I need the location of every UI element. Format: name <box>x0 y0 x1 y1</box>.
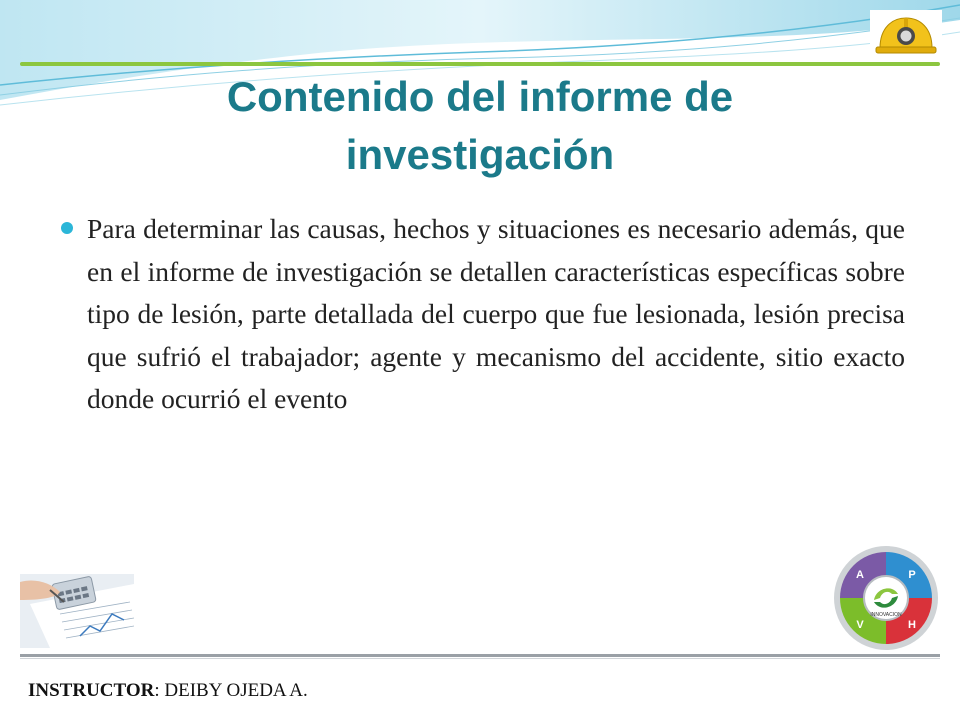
footer-divider-shadow <box>20 658 940 659</box>
pdca-center-label: INNOVACION <box>870 612 902 618</box>
footer-instructor-name: DEIBY OJEDA A. <box>159 680 308 701</box>
header-accent-line <box>20 62 940 66</box>
pdca-letter-p: P <box>908 569 916 581</box>
pdca-letter-h: H <box>908 619 916 631</box>
footer-instructor <box>28 680 308 702</box>
pdca-letter-v: V <box>856 619 864 631</box>
footer-instructor-label: INSTRUCTOR <box>28 680 155 701</box>
safety-helmet-logo-icon <box>870 10 942 62</box>
slide-title: Contenido del informe de investigación <box>226 73 734 178</box>
pdca-cycle-logo-icon <box>832 544 940 652</box>
bullet-text: Para determinar las causas, hechos y situaciones es necesario además, que en el informe de investigación se detallen características específicas sobre tipo de lesión, parte detallada del cuerpo que fue lesionada, lesión precisa que sufrió el trabajador; agente y mecanismo del accidente, sitio exacto donde ocurrió el evento <box>87 213 905 414</box>
footer-divider <box>20 654 940 657</box>
bullet-marker <box>61 222 73 234</box>
footer-separator: : <box>154 680 160 701</box>
finance-calculator-photo <box>20 574 134 648</box>
pdca-letter-a: A <box>856 569 864 581</box>
